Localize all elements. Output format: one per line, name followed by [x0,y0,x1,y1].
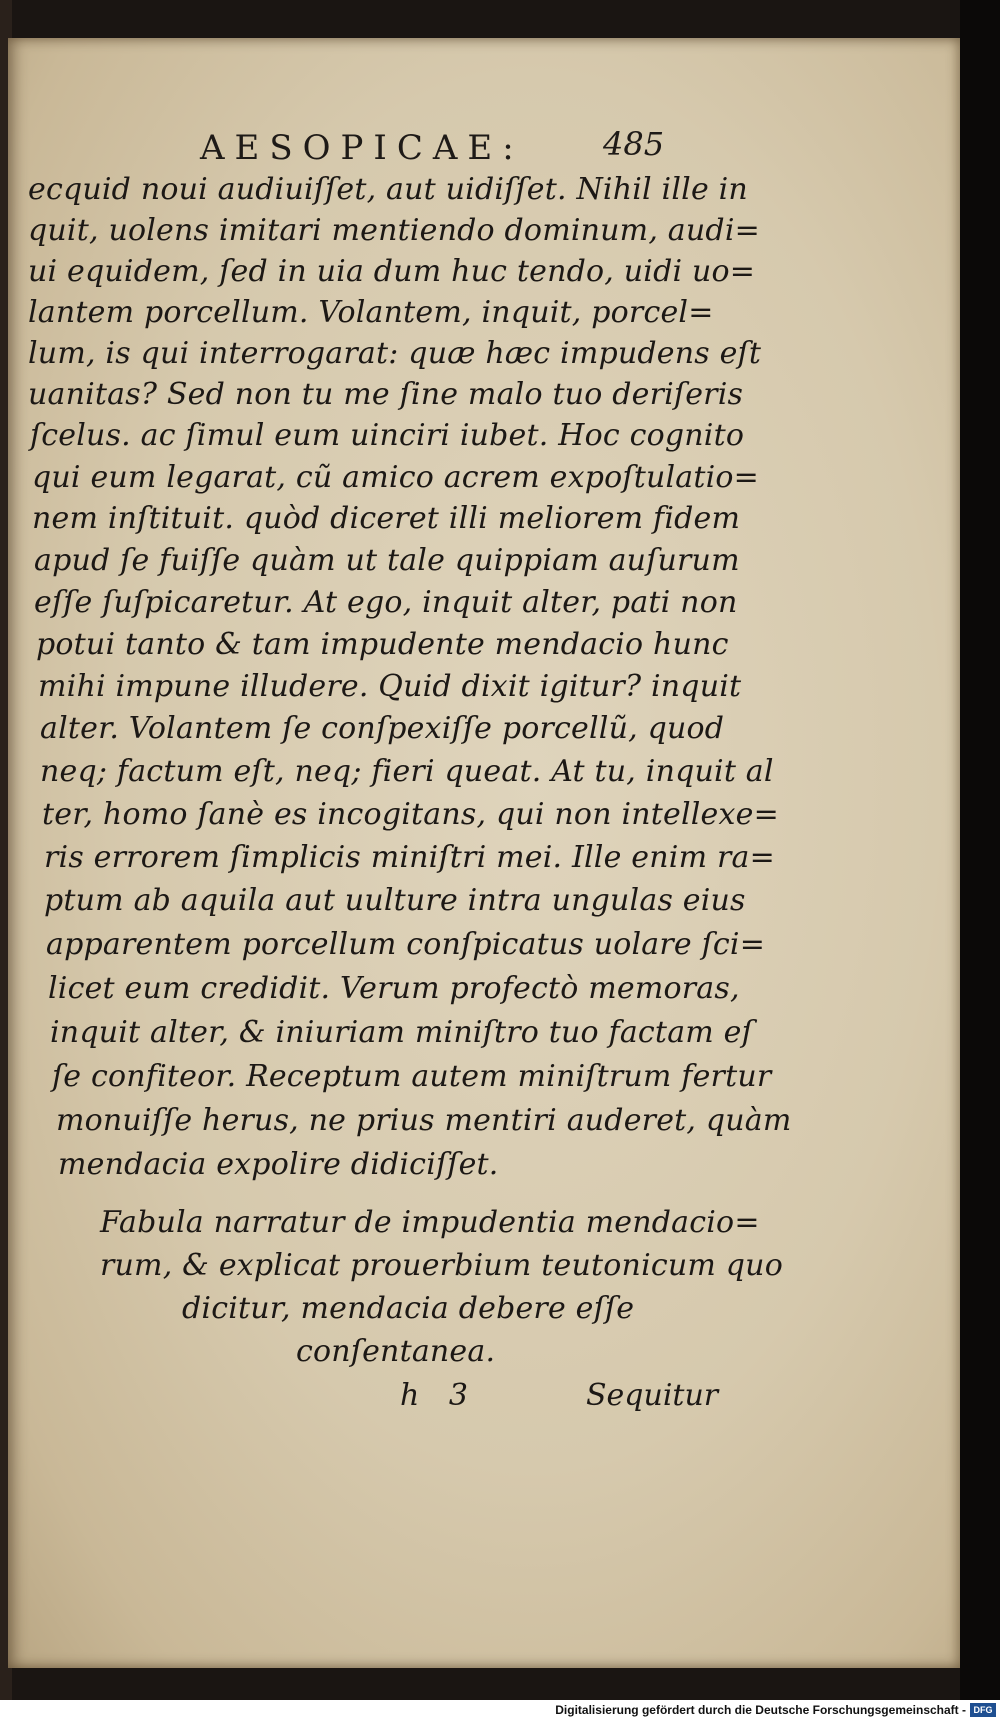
body-line: uanitas? Sed non tu me ſine malo tuo deriſeris [28,377,744,412]
moral-line: rum, & explicat prouerbium teutonicum quo [100,1248,783,1283]
body-line: ui equidem, ſed in uia dum huc tendo, uidi uo= [28,254,756,289]
body-line: nem inſtituit. quòd diceret illi meliorem fidem [32,501,741,536]
body-line: mendacia expolire didiciſſet. [58,1147,499,1182]
body-line: lantem porcellum. Volantem, inquit, porcel= [28,295,714,330]
moral-line: conſentanea. [296,1334,496,1369]
body-line: apparentem porcellum conſpicatus uolare ſci= [46,927,766,962]
running-head: AESOPICAE: [200,128,524,168]
body-line: inquit alter, & iniuriam miniſtro tuo factam eſ [50,1015,753,1050]
scan-right-edge [960,0,1000,1721]
moral-line: dicitur, mendacia debere eſſe [182,1291,635,1326]
body-line: ris errorem ſimplicis miniſtri mei. Ille enim ra= [44,840,775,875]
body-line: licet eum credidit. Verum profectò memoras, [48,971,740,1006]
page-number: 485 [603,125,665,163]
body-line: quit, uolens imitari mentiendo dominum, audi= [28,213,760,248]
footer-credit: Digitalisierung gefördert durch die Deutsche Forschungsgemeinschaft - [555,1703,966,1717]
body-line: lum, is qui interrogarat: quæ hæc impudens eſt [28,336,762,371]
body-line: mihi impune illudere. Quid dixit igitur? inquit [38,669,742,704]
dfg-logo: DFG [970,1703,996,1717]
body-line: potui tanto & tam impudente mendacio hunc [36,627,729,662]
catchword: Sequitur [586,1378,719,1413]
body-line: monuiſſe herus, ne prius mentiri auderet, quàm [56,1103,792,1138]
moral-line: Fabula narratur de impudentia mendacio= [100,1205,760,1240]
body-line: ecquid noui audiuiſſet, aut uidiſſet. Nihil ille in [28,172,748,207]
body-line: apud ſe fuiſſe quàm ut tale quippiam auſurum [34,543,740,578]
body-line: neq; factum eſt, neq; fieri queat. At tu, inquit al [40,754,774,789]
body-line: ter, homo ſanè es incogitans, qui non intellexe= [42,797,779,832]
body-line: alter. Volantem ſe conſpexiſſe porcellũ, quod [40,711,725,746]
body-line: ſcelus. ac ſimul eum uinciri iubet. Hoc cognito [30,418,745,453]
body-line: qui eum legarat, cũ amico acrem expoſtulatio= [32,460,760,495]
body-line: ſe confiteor. Receptum autem miniſtrum fertur [52,1059,772,1094]
body-line: eſſe ſuſpicaretur. At ego, inquit alter, pati non [34,585,738,620]
signature-mark: h 3 [400,1378,468,1413]
body-line: ptum ab aquila aut uulture intra ungulas eius [44,883,746,918]
